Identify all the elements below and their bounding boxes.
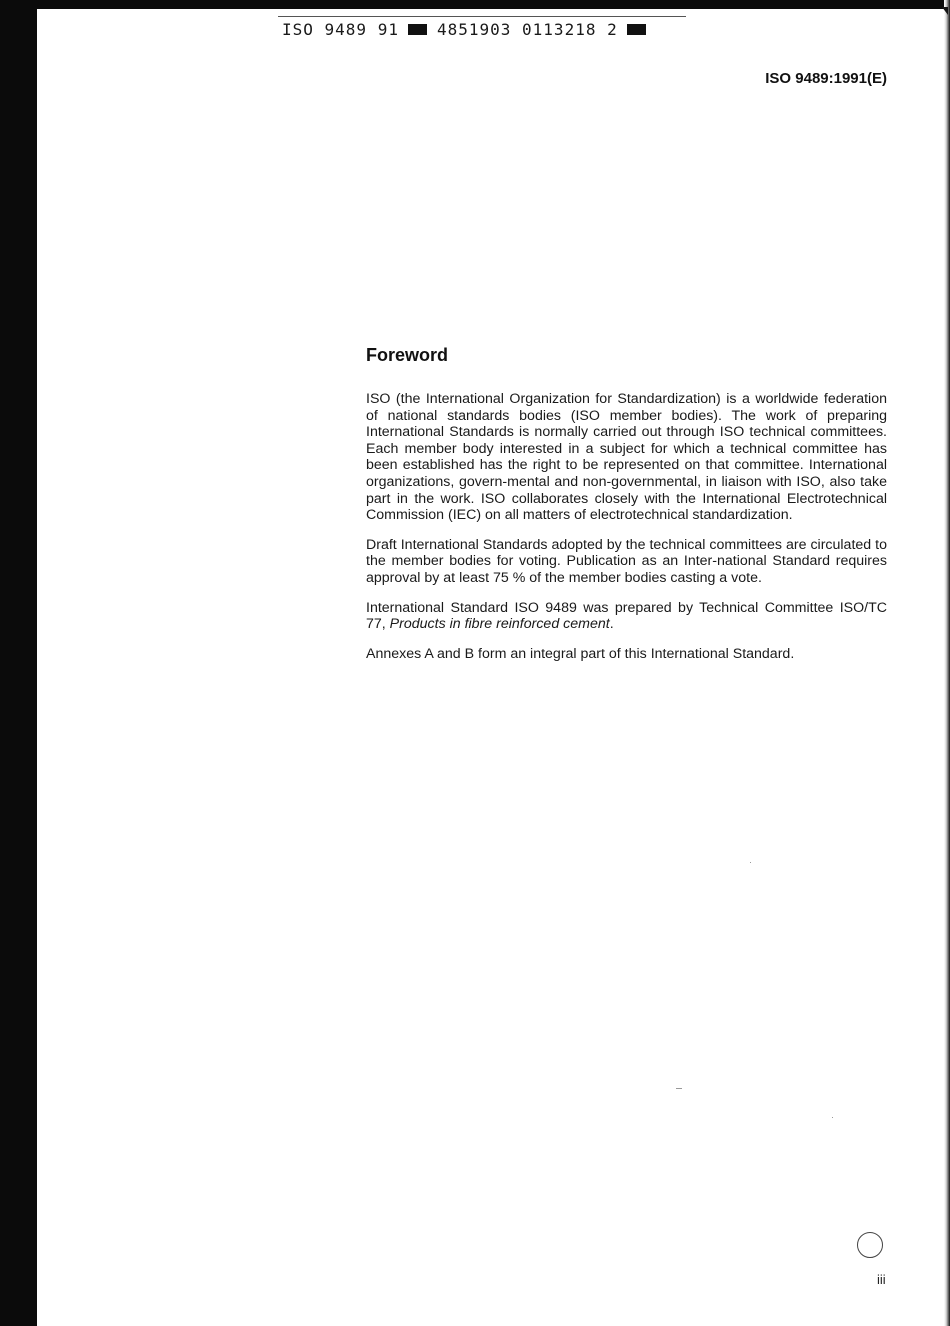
barcode-block-2 xyxy=(627,24,646,35)
foreword-paragraph-4: Annexes A and B form an integral part of this International Standard. xyxy=(366,645,795,662)
barcode-header xyxy=(282,20,656,39)
document-id: ISO 9489:1991(E) xyxy=(765,70,887,87)
header-rule xyxy=(278,16,686,17)
scan-corner-mark xyxy=(942,7,948,15)
scan-speck xyxy=(750,862,751,863)
scan-border-right xyxy=(944,0,950,1326)
scan-border-top xyxy=(0,0,950,9)
barcode-segment-2: 4851903 0113218 2 xyxy=(436,20,618,39)
scan-speck xyxy=(676,1088,682,1089)
scan-speck xyxy=(832,1117,833,1118)
stamp-circle-mark xyxy=(857,1232,883,1258)
foreword-paragraph-2: Draft International Standards adopted by the technical committees are circulated to the member bodies for voting. Publication as an Inter-national Standard requires approval by at least 75 % of the member bodies casting a vote. xyxy=(366,536,887,586)
page-number: iii xyxy=(877,1272,886,1287)
foreword-title: Foreword xyxy=(366,345,449,365)
foreword-section xyxy=(366,345,887,675)
paragraph-3-end: . xyxy=(609,616,614,633)
foreword-paragraph-3 xyxy=(366,600,887,633)
scan-border-left xyxy=(0,0,37,1326)
paragraph-3-lead: International Standard ISO 9489 was prepared by Technical Committee ISO/TC 77, xyxy=(366,599,887,633)
committee-title: Products in fibre reinforced cement xyxy=(389,616,610,633)
foreword-paragraph-1: ISO (the International Organization for Standardization) is a worldwide federation of national standards bodies (ISO member bodies). The work of preparing International Standards is normally carried out through ISO technical committees. Each member body interested in a subject for which a technical committee has been established has the right to be represented on that committee. International organizations, govern-mental and non-governmental, in liaison with ISO, also take part in the work. ISO collaborates closely with the International Electrotechnical Commission (IEC) on all matters of electrotechnical standardization. xyxy=(366,391,887,524)
barcode-block-1 xyxy=(408,24,427,35)
barcode-segment-1: ISO 9489 91 xyxy=(282,20,399,39)
